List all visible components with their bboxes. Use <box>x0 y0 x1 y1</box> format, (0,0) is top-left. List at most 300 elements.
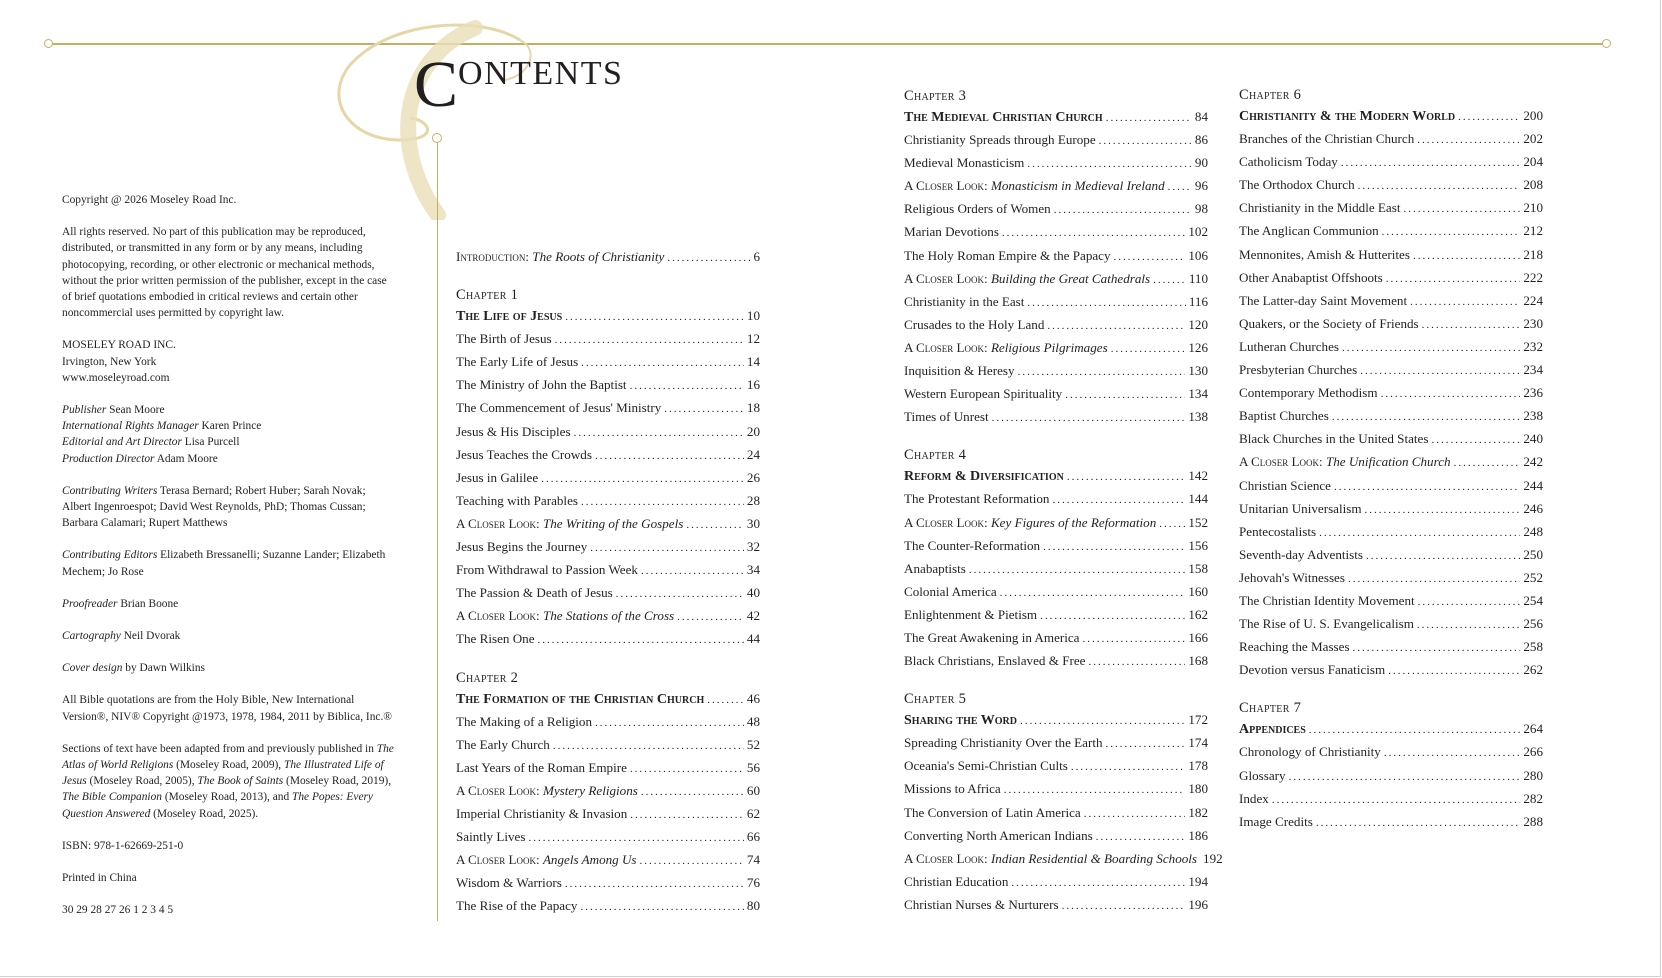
toc-entry[interactable] <box>456 710 760 733</box>
page-number: 120 <box>1188 316 1208 332</box>
entry-title: The Rise of the Papacy <box>456 898 578 914</box>
credit-line <box>62 418 394 434</box>
entry-title: Medieval Monasticism <box>904 155 1025 171</box>
publisher-address <box>62 337 394 386</box>
toc-entry[interactable] <box>1239 381 1543 404</box>
dot-leader <box>1316 812 1521 835</box>
toc-entry[interactable] <box>904 557 1208 580</box>
toc-entry[interactable] <box>456 779 760 802</box>
page-number: 224 <box>1523 292 1543 308</box>
entry-title: Index <box>1239 790 1269 806</box>
dot-leader <box>541 468 744 491</box>
toc-entry-chapter-title[interactable] <box>456 687 760 710</box>
toc-entry[interactable] <box>456 466 760 489</box>
toc-entry[interactable] <box>456 443 760 466</box>
toc-entry[interactable] <box>904 336 1208 359</box>
bible-notice: All Bible quotations are from the Holy Bible, New International Version®, NIV® Copyright @1973, 1978, 1984, 2011 by Biblica, Inc.® <box>62 694 392 723</box>
page-number: 102 <box>1188 224 1208 240</box>
toc-entry[interactable] <box>456 733 760 756</box>
entry-title: The Anglican Communion <box>1239 223 1379 239</box>
dot-leader <box>1000 582 1186 605</box>
dot-leader <box>667 247 750 270</box>
top-rule <box>52 43 1608 45</box>
toc-entry[interactable] <box>904 267 1208 290</box>
dot-leader <box>1384 742 1521 765</box>
rule-end-ornament-right <box>1602 39 1611 48</box>
toc-entry-introduction[interactable] <box>456 245 760 268</box>
credit-person: by Dawn Wilkins <box>122 662 205 675</box>
page-number: 168 <box>1188 653 1208 669</box>
toc-entry[interactable] <box>904 313 1208 336</box>
page-number: 280 <box>1523 767 1543 783</box>
closer-look-prefix: A Closer Look: <box>904 514 988 530</box>
toc-entry-chapter-title[interactable] <box>1239 104 1543 127</box>
page-number: 282 <box>1523 790 1543 806</box>
page-number: 28 <box>746 492 760 508</box>
page-number: 162 <box>1188 606 1208 622</box>
chapter-label: Chapter 1 <box>456 287 519 304</box>
entry-title: Religious Orders of Women <box>904 201 1051 217</box>
page-number: 246 <box>1523 500 1543 516</box>
toc-entry-chapter-title[interactable] <box>904 708 1208 731</box>
credit-line <box>62 451 394 467</box>
credit-role: Cartography <box>62 630 121 643</box>
toc-entry[interactable] <box>456 756 760 779</box>
entry-title: Baptist Churches <box>1239 408 1329 424</box>
toc-entry[interactable] <box>1239 658 1543 681</box>
page-number: 80 <box>746 898 760 914</box>
page-number: 202 <box>1523 131 1543 147</box>
dot-leader <box>1004 779 1186 802</box>
dot-leader <box>1381 383 1521 406</box>
toc-entry[interactable] <box>1239 497 1543 520</box>
toc-entry[interactable] <box>456 581 760 604</box>
toc-entry[interactable] <box>1239 127 1543 150</box>
dot-leader <box>1043 536 1185 559</box>
entry-title: The Protestant Reformation <box>904 491 1050 507</box>
toc-entry[interactable] <box>904 649 1208 672</box>
page-number: 248 <box>1523 523 1543 539</box>
toc-entry[interactable] <box>904 731 1208 754</box>
spacer <box>456 651 760 669</box>
entry-title: The Christian Identity Movement <box>1239 592 1415 608</box>
toc-entry[interactable] <box>456 350 760 373</box>
intro-title: The Roots of Christianity <box>532 249 665 264</box>
entry-title: The Rise of U. S. Evangelicalism <box>1239 616 1414 632</box>
closer-look-title: Indian Residential & Boarding Schools <box>990 850 1198 866</box>
entry-title: From Withdrawal to Passion Week <box>456 562 638 578</box>
publisher-city: Irvington, New York <box>62 355 157 368</box>
entry-title: Christianity Spreads through Europe <box>904 132 1096 148</box>
page-number: 18 <box>746 400 760 416</box>
publisher-url: www.moseleyroad.com <box>62 371 170 384</box>
toc-entry[interactable] <box>456 396 760 419</box>
entry-title: The Counter-Reformation <box>904 537 1041 553</box>
entry-title: Colonial America <box>904 583 997 599</box>
closer-look-prefix: A Closer Look: <box>904 850 988 866</box>
page-number: 250 <box>1523 546 1543 562</box>
publisher-name: MOSELEY ROAD INC. <box>62 339 176 352</box>
chapter-2-block <box>456 669 760 918</box>
entry-title: Times of Unrest <box>904 409 989 425</box>
toc-entry[interactable] <box>456 802 760 825</box>
entry-title <box>904 847 1197 870</box>
page-number: 134 <box>1188 386 1208 402</box>
chapter-label: Chapter 5 <box>904 691 967 708</box>
toc-entry[interactable] <box>904 359 1208 382</box>
dot-leader <box>1386 268 1521 291</box>
page-number: 130 <box>1188 363 1208 379</box>
toc-entry[interactable] <box>904 290 1208 313</box>
dot-leader <box>1099 130 1192 153</box>
dot-leader <box>1382 221 1521 244</box>
toc-entry[interactable] <box>904 626 1208 649</box>
dot-leader <box>1334 476 1520 499</box>
entry-title: Crusades to the Holy Land <box>904 316 1045 332</box>
toc-entry[interactable] <box>904 534 1208 557</box>
dot-leader <box>641 560 744 583</box>
entry-title: Last Years of the Roman Empire <box>456 759 627 775</box>
entry-title: Saintly Lives <box>456 829 526 845</box>
toc-entry[interactable] <box>904 870 1208 893</box>
toc-entry[interactable] <box>1239 810 1543 833</box>
toc-entry[interactable] <box>1239 520 1543 543</box>
chapter-6-block <box>1239 86 1543 681</box>
entry-title: Contemporary Methodism <box>1239 385 1378 401</box>
dot-leader <box>1071 756 1186 779</box>
toc-entry[interactable] <box>904 847 1223 870</box>
rights-statement: All rights reserved. No part of this publication may be reproduced, distributed, or transmitted in any form or by any means, including photocopying, recording, or other electronic or mechanical methods, without the prior written permission of the publisher, except in the case of brief quotations embodied in critical reviews and certain other noncommercial uses permitted by copyright law. <box>62 226 387 320</box>
credit-person: Adam Moore <box>154 452 218 465</box>
toc-entry[interactable] <box>904 128 1208 151</box>
dot-leader <box>574 422 744 445</box>
dot-leader <box>1106 733 1186 756</box>
entry-title: The Ministry of John the Baptist <box>456 377 627 393</box>
closer-look-prefix: A Closer Look: <box>904 339 988 355</box>
toc-entry[interactable] <box>904 754 1208 777</box>
page-number: 16 <box>746 377 760 393</box>
dot-leader <box>1289 766 1521 789</box>
credit-role: Production Director <box>62 452 155 465</box>
entry-title: Chronology of Christianity <box>1239 744 1381 760</box>
dot-leader <box>1106 107 1192 130</box>
page-title <box>414 48 624 121</box>
page-number: 234 <box>1523 362 1543 378</box>
toc-entry[interactable] <box>456 373 760 396</box>
page-number: 20 <box>746 423 760 439</box>
page-number: 172 <box>1188 712 1208 728</box>
dot-leader <box>1366 545 1520 568</box>
entry-title: The Commencement of Jesus' Ministry <box>456 400 662 416</box>
toc-entry[interactable] <box>456 894 760 917</box>
page-number: 256 <box>1523 616 1543 632</box>
entry-title: Western European Spirituality <box>904 386 1063 402</box>
toc-entry[interactable] <box>1239 474 1543 497</box>
dot-leader <box>1088 651 1185 674</box>
page-number: 40 <box>746 585 760 601</box>
entry-title: Black Churches in the United States <box>1239 431 1429 447</box>
toc-entry[interactable] <box>456 558 760 581</box>
page-number: 98 <box>1194 201 1208 217</box>
sources-text: (Moseley Road, 2005), <box>86 775 198 788</box>
title-rest: ONTENTS <box>458 55 624 92</box>
dot-leader <box>1353 637 1521 660</box>
entry-title: Presbyterian Churches <box>1239 362 1358 378</box>
dot-leader <box>630 804 744 827</box>
toc-entry[interactable] <box>904 382 1208 405</box>
toc-entry[interactable] <box>1239 266 1543 289</box>
credit-person: Brian Boone <box>117 597 179 610</box>
toc-entry[interactable] <box>456 627 760 650</box>
toc-entry[interactable] <box>1239 150 1543 173</box>
dot-leader <box>1403 198 1520 221</box>
toc-entry[interactable] <box>456 535 760 558</box>
page-number: 156 <box>1188 537 1208 553</box>
page-number: 56 <box>746 759 760 775</box>
dot-leader <box>1084 803 1186 826</box>
toc-entry[interactable] <box>1239 740 1543 763</box>
page-number: 244 <box>1523 477 1543 493</box>
entry-title: Christianity in the East <box>904 293 1025 309</box>
dot-leader <box>581 352 744 375</box>
page-number: 10 <box>746 308 760 324</box>
editors-credit <box>62 547 394 579</box>
closer-look-prefix: A Closer Look: <box>904 178 988 194</box>
entry-title <box>456 848 637 871</box>
dot-leader <box>1065 384 1185 407</box>
page-number: 6 <box>753 249 760 264</box>
toc-entry[interactable] <box>1239 589 1543 612</box>
credit-role: Proofreader <box>62 597 118 610</box>
toc-entry[interactable] <box>904 220 1208 243</box>
entry-title: Enlightenment & Pietism <box>904 606 1038 622</box>
chapter-3-block <box>904 87 1208 428</box>
page-number: 52 <box>746 736 760 752</box>
toc-entry[interactable] <box>904 244 1208 267</box>
toc-entry[interactable] <box>904 405 1208 428</box>
cartography-credit <box>62 628 394 644</box>
toc-entry[interactable] <box>456 489 760 512</box>
page-number: 212 <box>1523 223 1543 239</box>
dot-leader <box>1002 222 1185 245</box>
dot-leader <box>580 896 743 919</box>
dot-leader <box>630 375 744 398</box>
entry-title: Jesus & His Disciples <box>456 423 571 439</box>
toc-entry[interactable] <box>904 197 1208 220</box>
toc-entry[interactable] <box>1239 427 1543 450</box>
toc-entry[interactable] <box>1239 450 1543 473</box>
dot-leader <box>630 758 744 781</box>
chapter-4-block <box>904 446 1208 672</box>
toc-entry[interactable] <box>1239 566 1543 589</box>
closer-look-prefix: A Closer Look: <box>456 608 540 624</box>
toc-entry[interactable] <box>1239 404 1543 427</box>
page-number: 264 <box>1523 721 1543 737</box>
toc-entry[interactable] <box>904 893 1208 916</box>
page-number: 230 <box>1523 315 1543 331</box>
toc-entry[interactable] <box>904 824 1208 847</box>
entry-title: Marian Devotions <box>904 224 999 240</box>
entry-title: Converting North American Indians <box>904 827 1093 843</box>
entry-title: Black Christians, Enslaved & Free <box>904 653 1086 669</box>
dot-leader <box>1413 245 1520 268</box>
entry-title: The Great Awakening in America <box>904 629 1080 645</box>
closer-look-title: Religious Pilgrimages <box>990 339 1108 355</box>
page-number: 14 <box>746 354 760 370</box>
toc-entry[interactable] <box>456 604 760 627</box>
source-book-title: The Book of Saints <box>197 775 284 788</box>
printed-in: Printed in China <box>62 872 137 885</box>
toc-entry[interactable] <box>904 801 1208 824</box>
dot-leader <box>1018 361 1186 384</box>
closer-look-title: Key Figures of the Reformation <box>990 514 1157 530</box>
toc-column-3 <box>1239 86 1543 833</box>
entry-title <box>456 512 683 535</box>
dot-leader <box>565 306 744 329</box>
closer-look-prefix: A Closer Look: <box>456 852 540 868</box>
page-number: 208 <box>1523 177 1543 193</box>
toc-entry[interactable] <box>1239 219 1543 242</box>
credit-person: Neil Dvorak <box>120 630 181 643</box>
entry-title: Catholicism Today <box>1239 154 1338 170</box>
source-book-title: The Atlas of World Religions <box>62 742 394 772</box>
toc-entry[interactable] <box>1239 612 1543 635</box>
chapter-1-block <box>456 286 760 650</box>
sources-text: Sections of text have been adapted from and previously published in <box>62 742 377 755</box>
closer-look-prefix: A Closer Look: <box>1239 454 1323 470</box>
toc-entry[interactable] <box>904 151 1208 174</box>
toc-column-1 <box>456 245 760 917</box>
page-number: 258 <box>1523 639 1543 655</box>
page-number: 144 <box>1188 491 1208 507</box>
dot-leader <box>677 606 744 629</box>
closer-look-prefix: A Closer Look: <box>904 270 988 286</box>
page-number: 288 <box>1523 813 1543 829</box>
spacer <box>904 428 1208 446</box>
dot-leader <box>969 559 1186 582</box>
toc-entry[interactable] <box>1239 635 1543 658</box>
toc-entry[interactable] <box>456 825 760 848</box>
toc-column-2 <box>904 87 1223 916</box>
page-number: 46 <box>746 690 760 706</box>
closer-look-title: The Writing of the Gospels <box>542 515 684 531</box>
entry-title <box>456 245 664 268</box>
toc-entry[interactable] <box>456 871 760 894</box>
toc-entry[interactable] <box>456 420 760 443</box>
entry-title: Imperial Christianity & Invasion <box>456 805 628 821</box>
entry-title: Other Anabaptist Offshoots <box>1239 269 1383 285</box>
page-number: 106 <box>1188 247 1208 263</box>
toc-entry[interactable] <box>904 487 1208 510</box>
dot-leader <box>1011 872 1185 895</box>
toc-entry[interactable] <box>904 603 1208 626</box>
toc-entry-chapter-title[interactable] <box>456 304 760 327</box>
page-number: 178 <box>1188 758 1208 774</box>
page-number: 62 <box>746 805 760 821</box>
credit-person: Lisa Purcell <box>181 436 240 449</box>
entry-title: Glossary <box>1239 767 1286 783</box>
dot-leader <box>640 850 744 873</box>
entry-title: Devotion versus Fanaticism <box>1239 662 1386 678</box>
page-number: 90 <box>1194 155 1208 171</box>
toc-entry[interactable] <box>456 327 760 350</box>
dot-leader <box>664 398 744 421</box>
credit-role: Contributing Editors <box>62 549 158 562</box>
chapter-label: Chapter 4 <box>904 447 967 464</box>
entry-title: Image Credits <box>1239 813 1313 829</box>
toc-entry[interactable] <box>1239 173 1543 196</box>
dot-leader <box>1360 360 1520 383</box>
entry-title <box>904 267 1150 290</box>
entry-title: The Holy Roman Empire & the Papacy <box>904 247 1111 263</box>
toc-entry[interactable] <box>1239 764 1543 787</box>
dot-leader <box>1052 489 1185 512</box>
toc-entry[interactable] <box>1239 787 1543 810</box>
toc-entry[interactable] <box>904 174 1208 197</box>
entry-title: Anabaptists <box>904 560 966 576</box>
dot-leader <box>553 735 744 758</box>
entry-title: Spreading Christianity Over the Earth <box>904 735 1103 751</box>
closer-look-title: Building the Great Cathedrals <box>990 270 1151 286</box>
dot-leader <box>992 407 1186 430</box>
toc-entry[interactable] <box>1239 196 1543 219</box>
entry-title: Jesus Teaches the Crowds <box>456 446 592 462</box>
page-number: 84 <box>1194 109 1208 124</box>
page-number: 222 <box>1523 269 1543 285</box>
dot-leader <box>1027 292 1185 315</box>
closer-look-title: The Unification Church <box>1325 454 1451 470</box>
toc-entry[interactable] <box>456 848 760 871</box>
dot-leader <box>595 712 744 735</box>
credit-role: Contributing Writers <box>62 484 158 497</box>
entry-title: Teaching with Parables <box>456 492 578 508</box>
toc-entry[interactable] <box>1239 543 1543 566</box>
toc-entry-chapter-title[interactable] <box>1239 717 1543 740</box>
toc-entry[interactable] <box>1239 335 1543 358</box>
entry-title: The Life of Jesus <box>456 309 563 325</box>
toc-entry-chapter-title[interactable] <box>904 105 1208 128</box>
toc-entry-chapter-title[interactable] <box>904 464 1208 487</box>
page-number: 96 <box>1194 178 1208 194</box>
closer-look-prefix: A Closer Look: <box>456 515 540 531</box>
page-number: 44 <box>746 631 760 647</box>
page-number: 180 <box>1188 781 1208 797</box>
entry-title: The Making of a Religion <box>456 713 593 729</box>
toc-entry[interactable] <box>456 512 760 535</box>
dot-leader <box>1047 315 1185 338</box>
entry-title <box>456 604 674 627</box>
toc-entry[interactable] <box>904 580 1208 603</box>
dot-leader <box>1422 314 1521 337</box>
dot-leader <box>1040 605 1185 628</box>
entry-title: The Formation of the Christian Church <box>456 691 705 707</box>
toc-entry[interactable] <box>904 777 1208 800</box>
entry-title: Oceania's Semi-Christian Cults <box>904 758 1068 774</box>
toc-entry[interactable] <box>904 511 1208 534</box>
closer-look-title: The Stations of the Cross <box>542 608 675 624</box>
dot-leader <box>1358 175 1521 198</box>
page-number: 24 <box>746 446 760 462</box>
toc-entry[interactable] <box>1239 289 1543 312</box>
rule-end-ornament-left <box>44 39 53 48</box>
dot-leader <box>1417 614 1520 637</box>
entry-title: Seventh-day Adventists <box>1239 546 1364 562</box>
page-number: 32 <box>746 539 760 555</box>
toc-entry[interactable] <box>1239 312 1543 335</box>
toc-entry[interactable] <box>1239 358 1543 381</box>
toc-entry[interactable] <box>1239 243 1543 266</box>
page-number: 262 <box>1523 662 1543 678</box>
